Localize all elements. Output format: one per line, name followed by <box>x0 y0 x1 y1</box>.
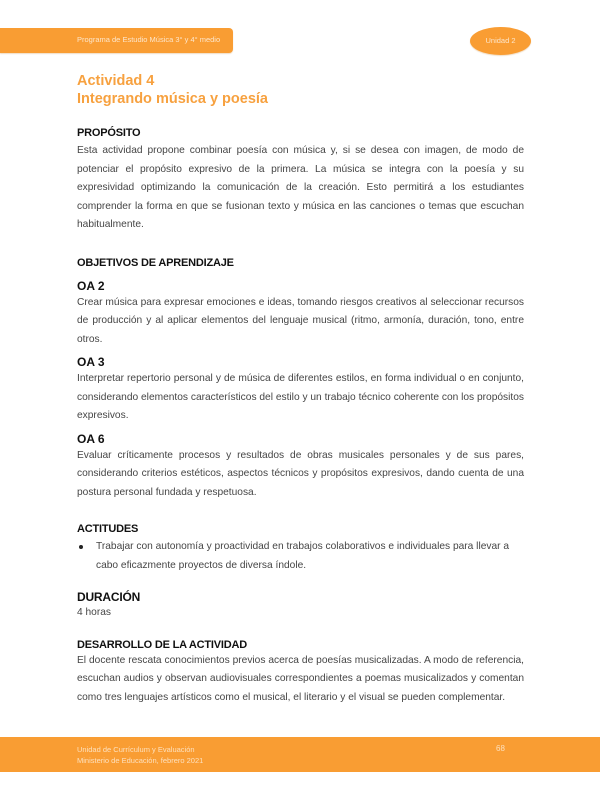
objective-item <box>77 432 524 503</box>
objective-code: OA 2 <box>77 278 105 293</box>
purpose-section <box>77 126 524 235</box>
footer-ministry: Ministerio de Educación, febrero 2021 <box>77 756 204 765</box>
attitude-item <box>77 538 524 575</box>
objectives-heading: OBJETIVOS DE APRENDIZAJE <box>77 256 234 269</box>
objective-text: Interpretar repertorio personal y de música de diferentes estilos, en forma individual o en conjunto, considerando elementos característicos del estilo y un trabajo técnico coherente con los propósitos expresivos. <box>77 373 524 421</box>
program-title: Programa de Estudio Música 3° y 4° medio <box>77 35 221 44</box>
objective-item <box>77 355 524 426</box>
duration-heading: DURACIÓN <box>77 590 141 604</box>
page-number: 68 <box>496 744 505 753</box>
attitude-text: Trabajar con autonomía y proactividad en trabajos colaborativos e individuales para llevar a cabo eficazmente proyectos de diversa índole. <box>96 541 510 571</box>
development-section <box>77 638 524 708</box>
duration-section <box>77 590 524 623</box>
duration-value: 4 horas <box>77 607 111 618</box>
footer-unit: Unidad de Currículum y Evaluación <box>77 745 195 754</box>
objective-code: OA 6 <box>77 431 105 446</box>
bullet-icon <box>79 545 83 549</box>
purpose-text: Esta actividad propone combinar poesía con música y, si se desea con imagen, de modo de potenciar el propósito expresivo de la primera. La música se integra con la poesía y su expresividad optimizando la comunicación de la creación. Esto permitirá a los estudiantes comprender la forma en que se fusionan texto y música en las canciones o temas que escuchan habitualmente. <box>77 145 524 230</box>
development-text: El docente rescata conocimientos previos acerca de poesías musicalizadas. A modo de referencia, escuchan audios y observan audiovisuales correspondientes a poemas musicalizados y comentan como tres lenguajes artísticos como el musical, el literario y el visual se pueden complementar. <box>77 654 524 703</box>
program-header-bar <box>0 28 233 53</box>
development-heading: DESARROLLO DE LA ACTIVIDAD <box>77 638 247 651</box>
unit-label: Unidad 2 <box>485 36 516 45</box>
unit-badge <box>470 27 531 55</box>
objective-text: Evaluar críticamente procesos y resultados de obras musicales personales y de sus pares, considerando criterios estéticos, aspectos técnicos y propósitos expresivos, dando cuenta de una postura personal fundada y respetuosa. <box>77 449 524 498</box>
page-content <box>77 72 524 707</box>
objective-text: Crear música para expresar emociones e ideas, tomando riesgos creativos al seleccionar recursos de producción y al aplicar elementos del lenguaje musical (ritmo, armonía, duración, tono, entre otros. <box>77 296 524 345</box>
attitudes-list <box>77 538 524 575</box>
attitudes-section <box>77 522 524 575</box>
purpose-heading: PROPÓSITO <box>77 127 141 139</box>
attitudes-heading: ACTITUDES <box>77 523 139 535</box>
objective-item <box>77 279 524 350</box>
footer-band <box>0 737 600 772</box>
objective-code: OA 3 <box>77 355 105 369</box>
activity-number: Actividad 4 <box>77 73 155 89</box>
objectives-section <box>77 256 524 503</box>
activity-title: Integrando música y poesía <box>77 91 268 107</box>
